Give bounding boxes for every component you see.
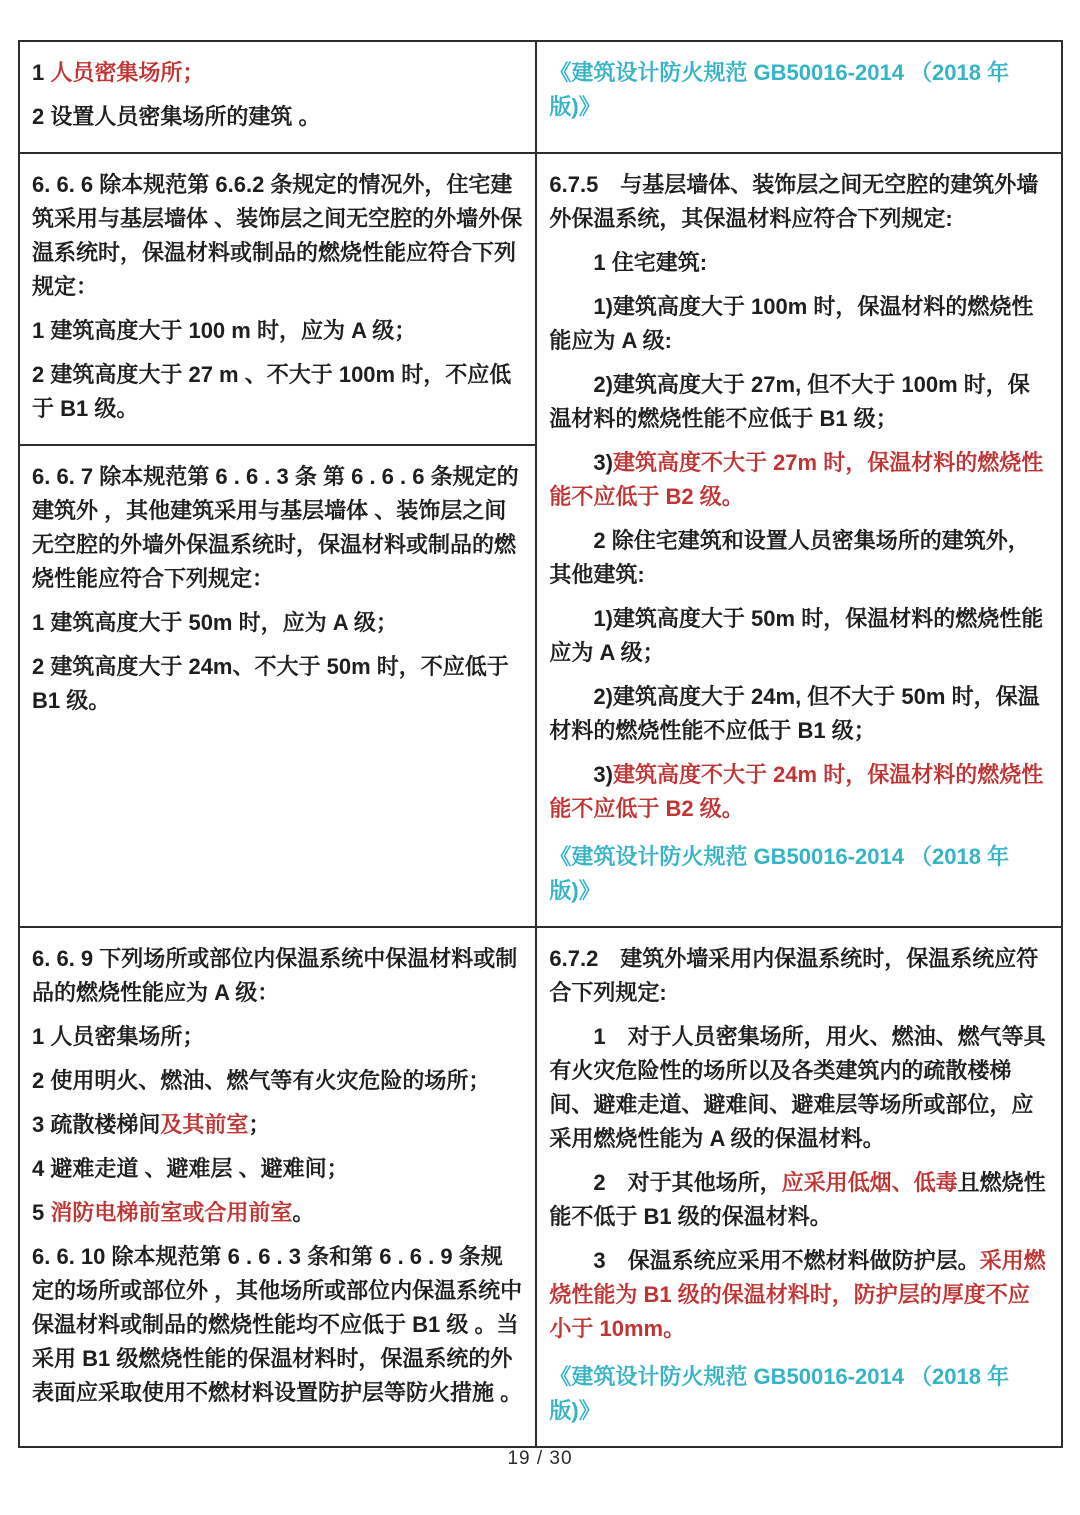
item-number: 1 — [32, 60, 51, 85]
item-number: 3) — [593, 450, 613, 475]
comparison-table — [18, 40, 1063, 1448]
clause-text: 且燃烧性能不低于 B1 级的保温材料。 — [549, 1170, 1046, 1229]
clause-6-7-5-intro: 6.7.5 与基层墙体、装饰层之间无空腔的建筑外墙外保温系统，其保温材料应符合下列规定: — [549, 172, 1039, 231]
clause-item-2: 2 设置人员密集场所的建筑 。 — [32, 104, 321, 129]
clause-6-6-9-item-5 — [32, 1196, 523, 1230]
clause-6-6-6-intro: 6. 6. 6 除本规范第 6.6.2 条规定的情况外，住宅建筑采用与基层墙体 、装饰层之间无空腔的外墙外保温系统时，保温材料或制品的燃烧性能应符合下列规定： — [32, 172, 523, 299]
cell-clause-6-6-9-6-6-10 — [20, 928, 537, 1446]
cell-clause-6-6-7 — [20, 446, 535, 926]
clause-6-6-9-item-1: 1 人员密集场所； — [32, 1024, 205, 1049]
clause-6-6-6-item-2: 2 建筑高度大于 27 m 、不大于 100m 时，不应低于 B1 级。 — [32, 362, 512, 421]
item-number: 5 — [32, 1200, 51, 1225]
highlighted-text: 及其前室 — [160, 1112, 249, 1137]
clause-6-7-5-item-2-1: 1)建筑高度大于 50m 时，保温材料的燃烧性能应为 A 级； — [549, 606, 1044, 665]
highlighted-text: 建筑高度不大于 24m 时，保温材料的燃烧性能不应低于 B2 级。 — [549, 762, 1044, 821]
clause-6-6-7-intro: 6. 6. 7 除本规范第 6 . 6 . 3 条 第 6 . 6 . 6 条规定的建筑外 ，其他建筑采用与基层墙体 、装饰层之间无空腔的外墙外保温系统时，保温材料或制品的燃烧性能应符合下列规定： — [32, 464, 519, 591]
highlighted-text: 应采用低烟、低毒 — [781, 1170, 958, 1195]
clause-6-7-5-item-1-1: 1)建筑高度大于 100m 时，保温材料的燃烧性能应为 A 级: — [549, 294, 1034, 353]
clause-text: ； — [248, 1112, 271, 1137]
clause-6-6-6-item-1: 1 建筑高度大于 100 m 时，应为 A 级； — [32, 318, 417, 343]
table-row — [20, 42, 1061, 152]
clause-text: 3 保温系统应采用不燃材料做防护层。 — [593, 1248, 980, 1273]
highlighted-text: 建筑高度不大于 27m 时，保温材料的燃烧性能不应低于 B2 级。 — [549, 450, 1044, 509]
clause-text: 3 疏散楼梯间 — [32, 1112, 161, 1137]
cell-clause-6-7-2 — [537, 928, 1061, 1446]
item-number: 3) — [593, 762, 613, 787]
table-row — [20, 152, 1061, 926]
code-reference: 《建筑设计防火规范 GB50016-2014 （2018 年版)》 — [549, 844, 1010, 903]
clause-6-7-5-item-1-2: 2)建筑高度大于 27m, 但不大于 100m 时，保温材料的燃烧性能不应低于 B1 级； — [549, 372, 1030, 431]
highlighted-text: 人员密集场所； — [50, 60, 205, 85]
table-row — [20, 926, 1061, 1446]
clause-item-1 — [32, 56, 523, 90]
code-reference: 《建筑设计防火规范 GB50016-2014 （2018 年版)》 — [549, 60, 1010, 119]
clause-6-7-2-item-2 — [549, 1166, 1049, 1234]
highlighted-text: 消防电梯前室或合用前室 — [50, 1200, 293, 1225]
cell-people-dense-places — [20, 42, 537, 152]
left-subcolumn — [20, 154, 537, 926]
cell-gb50016-reference-top — [537, 42, 1061, 152]
page-number: 19 / 30 — [507, 1448, 573, 1469]
clause-6-7-5-item-2-2: 2)建筑高度大于 24m, 但不大于 50m 时，保温材料的燃烧性能不应低于 B1 级； — [549, 684, 1040, 743]
clause-6-6-9-item-3 — [32, 1108, 523, 1142]
clause-6-6-10-body: 6. 6. 10 除本规范第 6 . 6 . 3 条和第 6 . 6 . 9 条规定的场所或部位外 ，其他场所或部位内保温系统中保温材料或制品的燃烧性能均不应低于 B1 级 。当采用 B1 级燃烧性能的保温材料时，保温系统的外表面应采取使用不燃材料设置防护层等防火措施 。 — [32, 1244, 523, 1405]
clause-6-6-9-item-4: 4 避难走道 、避难层 、避难间； — [32, 1156, 349, 1181]
clause-6-7-2-item-3 — [549, 1244, 1049, 1346]
clause-6-6-7-item-1: 1 建筑高度大于 50m 时，应为 A 级； — [32, 610, 398, 635]
clause-6-7-5-item-1-3 — [549, 446, 1049, 514]
clause-text: 。 — [292, 1200, 315, 1225]
clause-6-6-9-intro: 6. 6. 9 下列场所或部位内保温系统中保温材料或制品的燃烧性能应为 A 级： — [32, 946, 518, 1005]
highlighted-text: 采用燃烧性能为 B1 级的保温材料时，防护层的厚度不应小于 10mm。 — [549, 1248, 1046, 1341]
clause-6-6-7-item-2: 2 建筑高度大于 24m、不大于 50m 时，不应低于 B1 级。 — [32, 654, 509, 713]
code-reference: 《建筑设计防火规范 GB50016-2014 （2018 年版)》 — [549, 1364, 1010, 1423]
cell-clause-6-6-6 — [20, 154, 535, 446]
clause-text: 2 对于其他场所， — [593, 1170, 782, 1195]
clause-6-7-5-item-2-3 — [549, 758, 1049, 826]
clause-6-7-5-item-2: 2 除住宅建筑和设置人员密集场所的建筑外，其他建筑: — [549, 528, 1030, 587]
cell-clause-6-7-5 — [537, 154, 1061, 926]
clause-6-7-5-item-1: 1 住宅建筑: — [593, 250, 708, 275]
clause-6-7-2-item-1: 1 对于人员密集场所，用火、燃油、燃气等具有火灾危险性的场所以及各类建筑内的疏散楼梯间、避难走道、避难间、避难层等场所或部位，应采用燃烧性能为 A 级的保温材料。 — [549, 1024, 1046, 1151]
clause-6-6-9-item-2: 2 使用明火、燃油、燃气等有火灾危险的场所； — [32, 1068, 491, 1093]
clause-6-7-2-intro: 6.7.2 建筑外墙采用内保温系统时，保温系统应符合下列规定: — [549, 946, 1039, 1005]
